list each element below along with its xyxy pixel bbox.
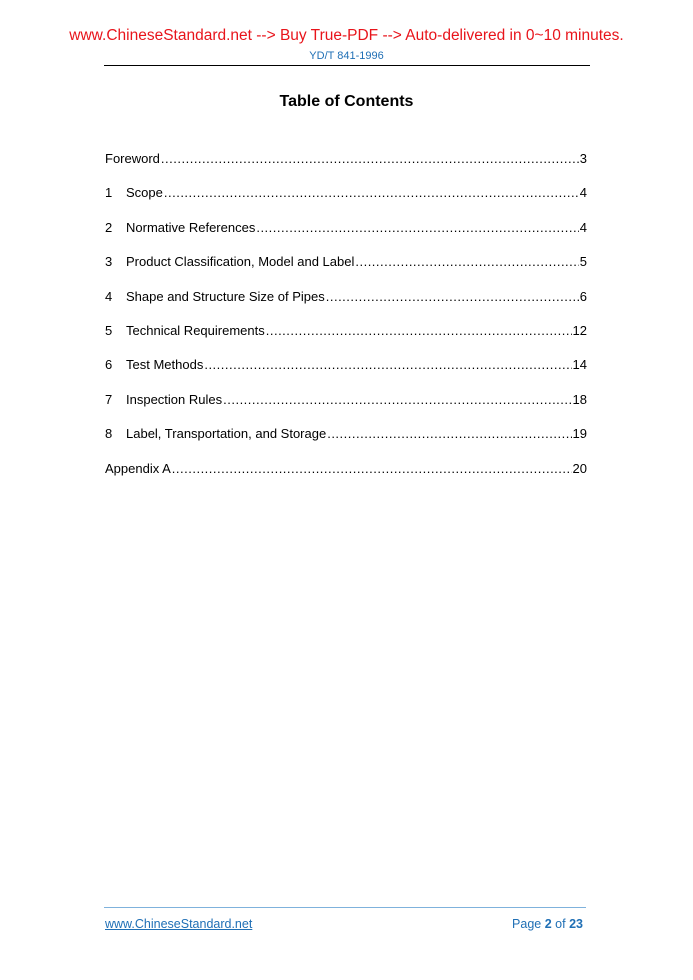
footer-divider bbox=[104, 907, 586, 908]
toc-dot-leader bbox=[223, 392, 571, 408]
toc-entry-label: Foreword bbox=[105, 151, 160, 166]
toc-entry-label: Inspection Rules bbox=[126, 391, 223, 407]
toc-entry-page: 5 bbox=[579, 254, 587, 270]
toc-dot-leader bbox=[204, 357, 571, 373]
toc-entry-number: 2 bbox=[105, 219, 113, 235]
toc-entry-page: 19 bbox=[572, 426, 587, 442]
toc-dot-leader bbox=[326, 289, 579, 305]
promo-banner-link[interactable]: www.ChineseStandard.net --> Buy True-PDF --> Auto-delivered in 0~10 minutes. bbox=[69, 27, 624, 44]
toc-title: Table of Contents bbox=[279, 93, 414, 110]
page-total: 23 bbox=[569, 917, 583, 931]
toc-dot-leader bbox=[172, 461, 572, 477]
toc-entry-page: 18 bbox=[572, 391, 587, 407]
toc-entry-label: Technical Requirements bbox=[126, 322, 265, 338]
toc-dot-leader bbox=[327, 426, 571, 442]
toc-entry-normative-references[interactable] bbox=[105, 220, 587, 254]
toc-dot-leader bbox=[355, 254, 578, 270]
page-prefix: Page bbox=[512, 917, 542, 931]
toc-dot-leader bbox=[266, 323, 572, 339]
page-current: 2 bbox=[544, 917, 552, 931]
document-code: YD/T 841-1996 bbox=[309, 50, 384, 62]
toc-entry-page: 14 bbox=[572, 357, 587, 373]
toc-entry-product-classification[interactable] bbox=[105, 254, 587, 288]
toc-dot-leader bbox=[164, 185, 579, 201]
page-of: of bbox=[555, 917, 566, 931]
toc-entry-label: Appendix A bbox=[105, 460, 171, 476]
footer-website-link[interactable]: www.ChineseStandard.net bbox=[105, 917, 253, 931]
toc-entry-page: 4 bbox=[579, 185, 587, 201]
toc-entry-inspection-rules[interactable] bbox=[105, 392, 587, 426]
toc-entry-page: 4 bbox=[579, 219, 587, 235]
toc-entry-number: 4 bbox=[105, 288, 113, 304]
toc-entry-page: 12 bbox=[572, 322, 587, 338]
toc-entry-label: Test Methods bbox=[126, 357, 204, 373]
toc-entry-number: 1 bbox=[105, 185, 113, 201]
toc-entry-label: Normative References bbox=[126, 219, 256, 235]
toc-entry-shape-structure[interactable] bbox=[105, 289, 587, 323]
toc-entry-label: Label, Transportation, and Storage bbox=[126, 426, 327, 442]
toc-entry-number: 6 bbox=[105, 357, 113, 373]
toc-dot-leader bbox=[256, 220, 578, 236]
toc-entry-label: Product Classification, Model and Label bbox=[126, 254, 355, 270]
toc-entry-number: 5 bbox=[105, 322, 113, 338]
toc-entry-scope[interactable] bbox=[105, 185, 587, 219]
toc-entry-page: 6 bbox=[579, 288, 587, 304]
toc-entry-test-methods[interactable] bbox=[105, 357, 587, 391]
toc-entry-page: 3 bbox=[579, 151, 587, 166]
toc-entry-number: 3 bbox=[105, 254, 113, 270]
toc-entry-label: Shape and Structure Size of Pipes bbox=[126, 288, 325, 304]
page-indicator bbox=[512, 917, 583, 931]
toc-entry-appendix-a[interactable] bbox=[105, 461, 587, 495]
toc-entry-page: 20 bbox=[572, 460, 587, 476]
toc-entry-number: 7 bbox=[105, 391, 113, 407]
toc-entry-label-transportation[interactable] bbox=[105, 426, 587, 460]
toc-entry-label: Scope bbox=[126, 185, 163, 201]
table-of-contents bbox=[105, 151, 587, 495]
toc-entry-number: 8 bbox=[105, 426, 113, 442]
toc-dot-leader bbox=[161, 151, 579, 167]
toc-entry-technical-requirements[interactable] bbox=[105, 323, 587, 357]
header-divider bbox=[104, 65, 590, 66]
toc-entry-foreword[interactable] bbox=[105, 151, 587, 185]
